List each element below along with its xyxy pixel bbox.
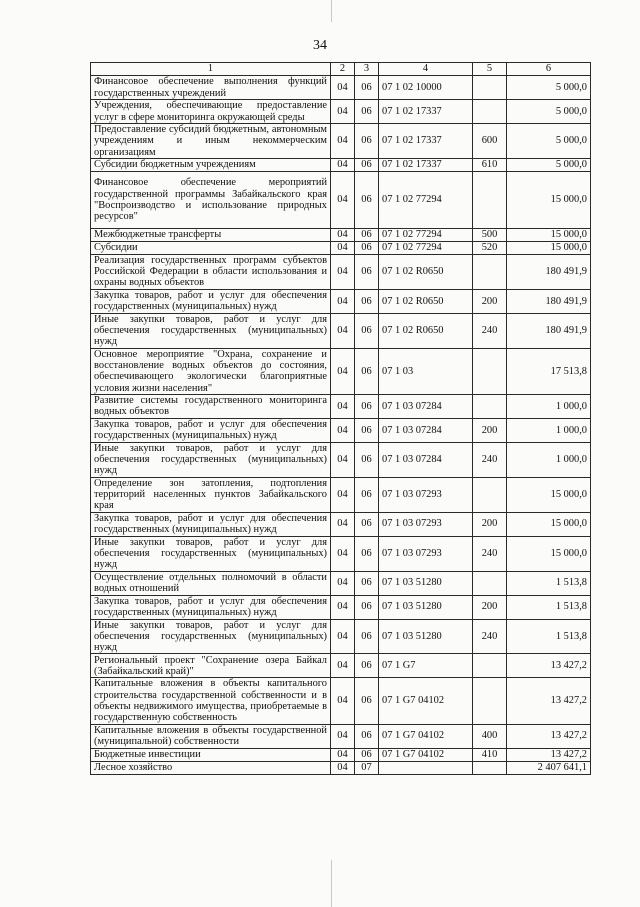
row-amount: 1 513,8: [507, 571, 591, 595]
row-target-code: 07 1 03 51280: [379, 595, 473, 619]
row-section: 04: [331, 348, 355, 394]
row-amount: 180 491,9: [507, 254, 591, 289]
row-subsection: 06: [355, 571, 379, 595]
row-expense-type: 520: [473, 241, 507, 254]
row-amount: 1 513,8: [507, 619, 591, 654]
row-section: 04: [331, 228, 355, 241]
row-section: 04: [331, 619, 355, 654]
table-row: [91, 512, 591, 536]
row-expense-type: [473, 348, 507, 394]
row-name: Иные закупки товаров, работ и услуг для обеспечения государственных (муниципальных) нужд: [91, 619, 331, 654]
row-subsection: 06: [355, 724, 379, 748]
row-target-code: 07 1 02 17337: [379, 158, 473, 171]
row-section: 04: [331, 254, 355, 289]
row-target-code: 07 1 02 R0650: [379, 313, 473, 348]
page-number: 34: [313, 38, 327, 53]
row-expense-type: 610: [473, 158, 507, 171]
row-name: Закупка товаров, работ и услуг для обеспечения государственных (муниципальных) нужд: [91, 418, 331, 442]
row-subsection: 06: [355, 748, 379, 761]
row-target-code: 07 1 03 07284: [379, 418, 473, 442]
row-expense-type: [473, 761, 507, 774]
row-name: Осуществление отдельных полномочий в области водных отношений: [91, 571, 331, 595]
row-amount: 1 000,0: [507, 394, 591, 418]
row-amount: 5 000,0: [507, 158, 591, 171]
row-target-code: 07 1 02 10000: [379, 76, 473, 100]
table-row: [91, 619, 591, 654]
row-subsection: 06: [355, 536, 379, 571]
row-name: Финансовое обеспечение мероприятий государственной программы Забайкальского края "Воспроизводство и использование природных ресурсов": [91, 171, 331, 228]
row-target-code: 07 1 03: [379, 348, 473, 394]
row-amount: 17 513,8: [507, 348, 591, 394]
row-expense-type: [473, 654, 507, 678]
row-section: 04: [331, 76, 355, 100]
row-name: Капитальные вложения в объекты капитального строительства государственной собственности и в объекты недвижимого имущества, приобретаемые в государственную собственность: [91, 678, 331, 724]
row-expense-type: 410: [473, 748, 507, 761]
row-amount: 13 427,2: [507, 678, 591, 724]
row-name: Закупка товаров, работ и услуг для обеспечения государственных (муниципальных) нужд: [91, 289, 331, 313]
row-expense-type: [473, 100, 507, 124]
row-subsection: 06: [355, 158, 379, 171]
row-subsection: 06: [355, 313, 379, 348]
row-name: Реализация государственных программ субъектов Российской Федерации в области использования и охраны водных объектов: [91, 254, 331, 289]
row-name: Основное мероприятие "Охрана, сохранение и восстановление водных объектов до состояния, обеспечивающего экологически благоприятные условия жизни населения": [91, 348, 331, 394]
row-subsection: 06: [355, 442, 379, 477]
row-subsection: 06: [355, 477, 379, 512]
row-target-code: 07 1 02 77294: [379, 241, 473, 254]
row-section: 04: [331, 442, 355, 477]
row-amount: 5 000,0: [507, 76, 591, 100]
table-row: [91, 289, 591, 313]
row-target-code: [379, 761, 473, 774]
row-subsection: 06: [355, 348, 379, 394]
row-subsection: 06: [355, 76, 379, 100]
table-row: [91, 761, 591, 774]
row-amount: 15 000,0: [507, 171, 591, 228]
row-subsection: 06: [355, 254, 379, 289]
row-name: Иные закупки товаров, работ и услуг для обеспечения государственных (муниципальных) нужд: [91, 313, 331, 348]
row-expense-type: [473, 678, 507, 724]
row-target-code: 07 1 G7: [379, 654, 473, 678]
table-row: [91, 76, 591, 100]
table-row: [91, 678, 591, 724]
row-subsection: 06: [355, 595, 379, 619]
table-row: [91, 654, 591, 678]
row-target-code: 07 1 02 77294: [379, 228, 473, 241]
row-name: Капитальные вложения в объекты государственной (муниципальной) собственности: [91, 724, 331, 748]
row-name: Закупка товаров, работ и услуг для обеспечения государственных (муниципальных) нужд: [91, 595, 331, 619]
row-amount: 5 000,0: [507, 124, 591, 159]
row-expense-type: [473, 171, 507, 228]
row-target-code: 07 1 03 51280: [379, 619, 473, 654]
row-section: 04: [331, 158, 355, 171]
row-amount: 180 491,9: [507, 289, 591, 313]
row-expense-type: 600: [473, 124, 507, 159]
row-name: Предоставление субсидий бюджетным, автономным учреждениям и иным некоммерческим организациям: [91, 124, 331, 159]
table-row: [91, 228, 591, 241]
row-target-code: 07 1 02 R0650: [379, 289, 473, 313]
row-amount: 15 000,0: [507, 228, 591, 241]
row-name: Определение зон затопления, подтопления территорий населенных пунктов Забайкальского края: [91, 477, 331, 512]
row-section: 04: [331, 654, 355, 678]
row-target-code: 07 1 02 17337: [379, 124, 473, 159]
table-row: [91, 241, 591, 254]
row-target-code: 07 1 03 07284: [379, 442, 473, 477]
column-number: 1: [91, 63, 331, 76]
row-amount: 13 427,2: [507, 724, 591, 748]
row-amount: 15 000,0: [507, 536, 591, 571]
row-amount: 13 427,2: [507, 748, 591, 761]
row-section: 04: [331, 724, 355, 748]
row-name: Финансовое обеспечение выполнения функций государственных учреждений: [91, 76, 331, 100]
table-row: [91, 348, 591, 394]
row-name: Иные закупки товаров, работ и услуг для обеспечения государственных (муниципальных) нужд: [91, 442, 331, 477]
row-name: Региональный проект "Сохранение озера Байкал (Забайкальский край)": [91, 654, 331, 678]
row-name: Субсидии бюджетным учреждениям: [91, 158, 331, 171]
row-amount: 15 000,0: [507, 477, 591, 512]
row-section: 04: [331, 241, 355, 254]
row-subsection: 07: [355, 761, 379, 774]
table-body: [91, 76, 591, 775]
row-subsection: 06: [355, 678, 379, 724]
scan-edge-mark: [331, 0, 332, 22]
row-subsection: 06: [355, 289, 379, 313]
column-number: 4: [379, 63, 473, 76]
row-section: 04: [331, 761, 355, 774]
row-section: 04: [331, 313, 355, 348]
row-subsection: 06: [355, 171, 379, 228]
row-expense-type: [473, 254, 507, 289]
row-subsection: 06: [355, 418, 379, 442]
row-name: Межбюджетные трансферты: [91, 228, 331, 241]
table-row: [91, 595, 591, 619]
column-number: 2: [331, 63, 355, 76]
column-number: 3: [355, 63, 379, 76]
row-subsection: 06: [355, 394, 379, 418]
row-expense-type: [473, 477, 507, 512]
row-amount: 15 000,0: [507, 241, 591, 254]
row-expense-type: 240: [473, 442, 507, 477]
row-section: 04: [331, 571, 355, 595]
row-target-code: 07 1 G7 04102: [379, 748, 473, 761]
row-amount: 2 407 641,1: [507, 761, 591, 774]
row-subsection: 06: [355, 241, 379, 254]
table-row: [91, 313, 591, 348]
row-expense-type: 240: [473, 313, 507, 348]
row-expense-type: [473, 76, 507, 100]
table-row: [91, 536, 591, 571]
row-target-code: 07 1 G7 04102: [379, 724, 473, 748]
row-target-code: 07 1 03 07293: [379, 536, 473, 571]
row-target-code: 07 1 02 77294: [379, 171, 473, 228]
row-subsection: 06: [355, 228, 379, 241]
table-row: [91, 477, 591, 512]
row-name: Развитие системы государственного мониторинга водных объектов: [91, 394, 331, 418]
row-expense-type: 200: [473, 289, 507, 313]
row-amount: 1 513,8: [507, 595, 591, 619]
table-row: [91, 171, 591, 228]
row-section: 04: [331, 536, 355, 571]
row-subsection: 06: [355, 124, 379, 159]
table-row: [91, 394, 591, 418]
row-expense-type: [473, 571, 507, 595]
row-name: Лесное хозяйство: [91, 761, 331, 774]
budget-table: [90, 62, 591, 775]
row-target-code: 07 1 03 51280: [379, 571, 473, 595]
column-number: 5: [473, 63, 507, 76]
row-name: Иные закупки товаров, работ и услуг для обеспечения государственных (муниципальных) нужд: [91, 536, 331, 571]
table-row: [91, 100, 591, 124]
row-section: 04: [331, 100, 355, 124]
table-row: [91, 124, 591, 159]
row-name: Субсидии: [91, 241, 331, 254]
row-section: 04: [331, 418, 355, 442]
row-amount: 15 000,0: [507, 512, 591, 536]
row-section: 04: [331, 595, 355, 619]
scan-edge-mark: [331, 860, 332, 907]
row-expense-type: 240: [473, 619, 507, 654]
row-amount: 180 491,9: [507, 313, 591, 348]
row-expense-type: 240: [473, 536, 507, 571]
row-expense-type: 200: [473, 512, 507, 536]
row-section: 04: [331, 512, 355, 536]
table-row: [91, 158, 591, 171]
table-row: [91, 748, 591, 761]
row-section: 04: [331, 477, 355, 512]
row-name: Учреждения, обеспечивающие предоставление услуг в сфере мониторинга окружающей среды: [91, 100, 331, 124]
row-subsection: 06: [355, 619, 379, 654]
row-subsection: 06: [355, 100, 379, 124]
row-amount: 5 000,0: [507, 100, 591, 124]
row-section: 04: [331, 678, 355, 724]
table-row: [91, 254, 591, 289]
row-section: 04: [331, 289, 355, 313]
table-row: [91, 571, 591, 595]
row-section: 04: [331, 394, 355, 418]
column-number: 6: [507, 63, 591, 76]
row-subsection: 06: [355, 654, 379, 678]
row-subsection: 06: [355, 512, 379, 536]
table-row: [91, 724, 591, 748]
row-target-code: 07 1 03 07284: [379, 394, 473, 418]
row-section: 04: [331, 171, 355, 228]
row-expense-type: [473, 394, 507, 418]
row-expense-type: 500: [473, 228, 507, 241]
row-amount: 1 000,0: [507, 442, 591, 477]
row-target-code: 07 1 03 07293: [379, 512, 473, 536]
row-section: 04: [331, 124, 355, 159]
table-row: [91, 442, 591, 477]
row-amount: 13 427,2: [507, 654, 591, 678]
row-name: Закупка товаров, работ и услуг для обеспечения государственных (муниципальных) нужд: [91, 512, 331, 536]
row-expense-type: 200: [473, 418, 507, 442]
row-amount: 1 000,0: [507, 418, 591, 442]
column-number-row: [91, 63, 591, 76]
row-target-code: 07 1 02 17337: [379, 100, 473, 124]
row-expense-type: 400: [473, 724, 507, 748]
table-row: [91, 418, 591, 442]
row-target-code: 07 1 02 R0650: [379, 254, 473, 289]
row-target-code: 07 1 03 07293: [379, 477, 473, 512]
row-target-code: 07 1 G7 04102: [379, 678, 473, 724]
row-expense-type: 200: [473, 595, 507, 619]
row-section: 04: [331, 748, 355, 761]
row-name: Бюджетные инвестиции: [91, 748, 331, 761]
